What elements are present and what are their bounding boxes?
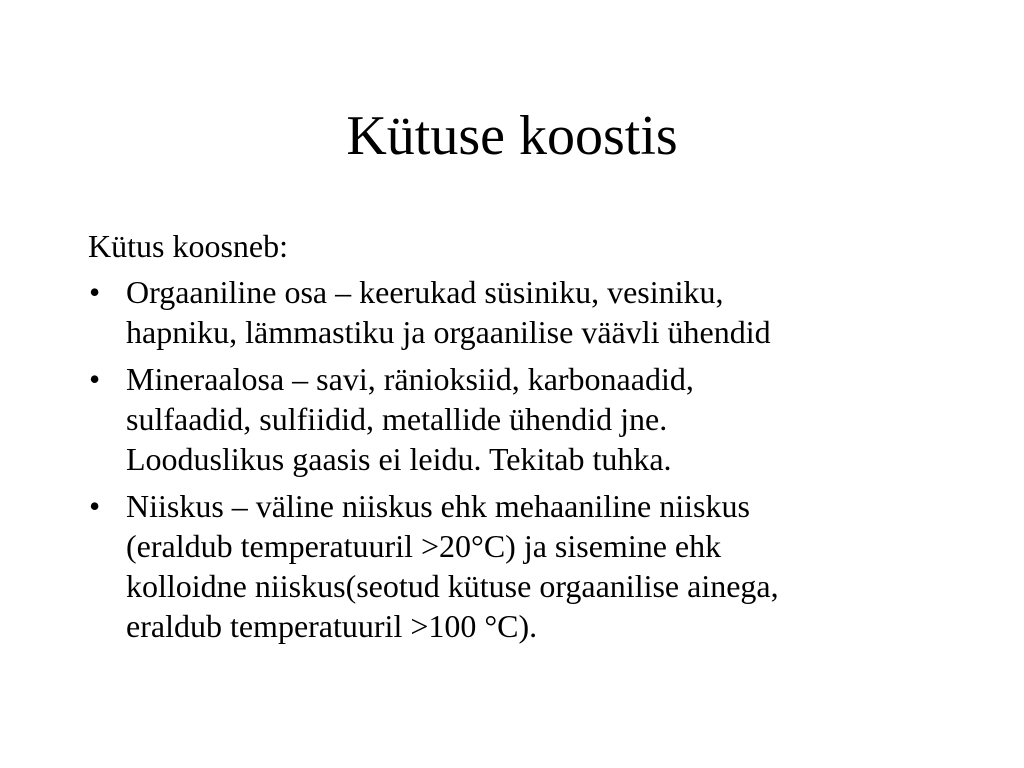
bullet-marker: •: [89, 274, 101, 310]
bullet-line: sulfaadid, sulfiidid, metallide ühendid jne.: [126, 401, 668, 437]
bullet-item-organic: [88, 272, 968, 352]
bullet-item-mineral: [88, 359, 968, 479]
bullet-line: kolloidne niiskus(seotud kütuse orgaanilise ainega,: [126, 568, 779, 604]
bullet-line: Mineraalosa – savi, ränioksiid, karbonaadid,: [126, 361, 694, 397]
bullet-marker: •: [89, 361, 101, 397]
bullet-line: hapniku, lämmastiku ja orgaanilise väävli ühendid: [126, 314, 771, 350]
intro-text: Kütus koosneb:: [88, 228, 288, 264]
bullet-line: Niiskus – väline niiskus ehk mehaaniline niiskus: [126, 488, 750, 524]
bullet-line: Looduslikus gaasis ei leidu. Tekitab tuhka.: [126, 441, 672, 477]
bullet-item-moisture: [88, 486, 968, 646]
slide-body: [88, 226, 968, 653]
bullet-line: eraldub temperatuuril >100 °C).: [126, 608, 538, 644]
bullet-marker: •: [89, 488, 101, 524]
bullet-line: Orgaaniline osa – keerukad süsiniku, vesiniku,: [126, 274, 724, 310]
bullet-list: [88, 272, 968, 646]
slide-title: Kütuse koostis: [346, 105, 678, 167]
bullet-line: (eraldub temperatuuril >20°C) ja sisemine ehk: [126, 528, 722, 564]
